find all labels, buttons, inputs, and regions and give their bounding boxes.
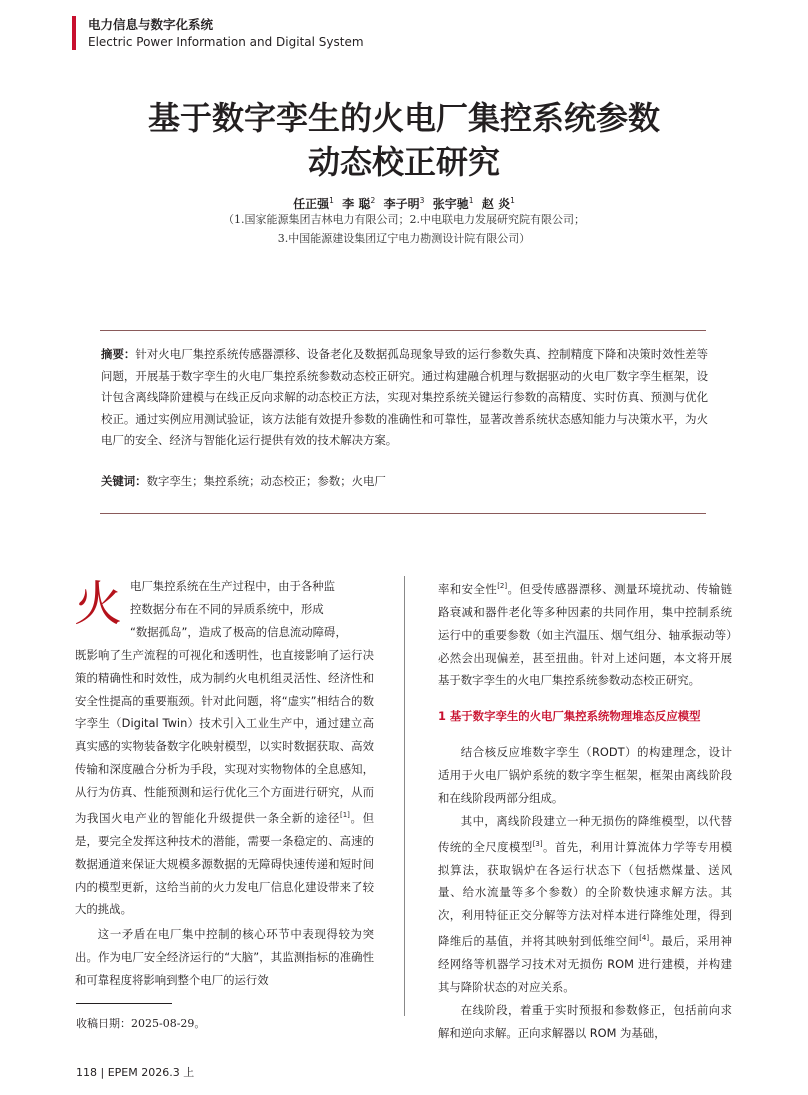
citation: [3] [532, 839, 543, 848]
left-column-dropcap-lines [130, 575, 374, 644]
paragraph-text: 。但是，要完全发挥这种技术的潜能，需要一条稳定的、高速的数据通道来保证大规模多源数据的无障碍快速传递和短时间内的模型更新，这给当前的火力发电厂信息化建设带来了较大的挑战。 [75, 810, 374, 917]
keywords-label: 关键词： [101, 474, 147, 488]
author: 赵 炎 [481, 197, 511, 211]
paragraph-text: 其中，离线阶段建立一种无损伤的降维模型，以代替传统的全尺度模型 [438, 813, 732, 854]
text-line: 电厂集控系统在生产过程中，由于各种监 [130, 579, 336, 593]
author-affiliation-mark: 1 [468, 196, 474, 205]
author: 李子明 [383, 197, 420, 211]
paragraph-text: 既影响了生产流程的可视化和透明性，也直接影响了运行决策的精确性和时效性，成为制约火电机组灵活性、经济性和安全性提高的重要瓶颈。针对此问题，将“虚实”相结合的数字孪生（Digital Twin）技术引入工业生产中，通过建立高真实感的实物装备数字化映射模型，以实时数据获取、高效传输和深度融合分析为手段，实现对实物物体的全息感知，从行为仿真、性能预测和运行优化三个方面进行研究，从而为我国火电产业的智能化升级提供一条全新的途径 [75, 647, 374, 825]
text-line: 控数据分布在不同的异质系统中，形成 [130, 601, 324, 616]
keywords [101, 472, 708, 490]
paper-title-line1: 基于数字孪生的火电厂集控系统参数 [147, 99, 660, 137]
footnote-rule [76, 1003, 172, 1004]
journal-name-cn: 电力信息与数字化系统 [88, 17, 214, 32]
paragraph-text: 。但受传感器漂移、测量环境扰动、传输链路衰减和器件老化等多种因素的共同作用，集中控制系统运行中的重要参数（如主汽温压、烟气组分、轴承振动等）必然会出现偏差，甚至扭曲。针对上述问题，本文将开展基于数字孪生的火电厂集控系统参数动态校正研究。 [438, 581, 732, 688]
right-column-body [438, 575, 732, 1045]
abstract-label: 摘要： [101, 347, 136, 361]
paragraph: 这一矛盾在电厂集中控制的核心环节中表现得较为突出。作为电厂安全经济运行的“大脑”，其监测指标的准确性和可靠程度将影响到整个电厂的运行效 [75, 927, 374, 988]
received-date: 收稿日期：2025-08-29。 [76, 1017, 206, 1030]
journal-name-en: Electric Power Information and Digital System [88, 35, 364, 49]
paragraph-text: 。首先，利用计算流体力学等专用模拟算法，获取锅炉在各运行状态下（包括燃煤量、送风量、给水流量等多个参数）的全阶数快速求解方法。其次，利用特征正交分解等方法对样本进行降维处理，得到降维后的基值，并将其映射到低维空间 [438, 839, 732, 949]
affiliation-line2: 3.中国能源建设集团辽宁电力勘测设计院有限公司） [277, 232, 531, 245]
paragraph [438, 575, 732, 692]
column-divider [404, 576, 405, 1016]
left-column-body [75, 644, 374, 992]
author-affiliation-mark: 3 [419, 196, 425, 205]
citation: [2] [497, 582, 508, 590]
paragraph: 在线阶段，着重于实时预报和参数修正，包括前向求解和逆向求解。正向求解器以 ROM 为基础， [438, 1002, 732, 1040]
author: 李 聪 [342, 197, 371, 211]
author-affiliation-mark: 1 [329, 196, 334, 205]
abstract-text: 针对火电厂集控系统传感器漂移、设备老化及数据孤岛现象导致的运行参数失真、控制精度下降和决策时效性差等问题，开展基于数字孪生的火电厂集控系统参数动态校正研究。通过构建融合机理与数据驱动的火电厂数字孪生框架，设计包含离线降阶建模与在线正反向求解的动态校正方法，实现对集控系统关键运行参数的高精度、实时仿真、预测与优化校正。通过实例应用测试验证，该方法能有效提升参数的准确性和可靠性，显著改善系统状态感知能力与决策水平，为火电厂的安全、经济与智能化运行提供有效的技术解决方案。 [101, 347, 708, 448]
paragraph: 结合核反应堆数字孪生（RODT）的构建理念，设计适用于火电厂锅炉系统的数字孪生框架，框架由离线阶段和在线阶段两部分组成。 [438, 745, 732, 806]
paragraph [438, 810, 732, 999]
paper-title-line2: 动态校正研究 [307, 143, 500, 181]
author-affiliation-mark: 2 [370, 196, 376, 205]
abstract-bottom-rule [100, 513, 706, 514]
paragraph [75, 644, 374, 922]
author-list [0, 192, 808, 213]
header-accent-bar [72, 16, 76, 50]
abstract-top-rule [100, 330, 706, 331]
keywords-text: 数字孪生；集控系统；动态校正；参数；火电厂 [146, 474, 386, 488]
affiliation-line1: （1.国家能源集团吉林电力有限公司；2.中电联电力发展研究院有限公司； [223, 213, 585, 226]
author: 任正强 [293, 197, 330, 211]
drop-cap: 火 [74, 576, 123, 632]
citation: [4] [639, 934, 650, 943]
paragraph-text: 率和安全性 [438, 581, 498, 596]
citation: [1] [339, 811, 350, 820]
abstract [101, 344, 708, 452]
author-affiliation-mark: 1 [510, 196, 515, 205]
section-heading: 1 基于数字孪生的火电厂集控系统物理堆态反应模型 [438, 709, 701, 724]
page-footer: 118 | EPEM 2026.3 上 [76, 1066, 195, 1079]
text-line: “数据孤岛”，造成了极高的信息流动障碍， [130, 624, 347, 639]
paragraph-text: 。最后，采用神经网络等机器学习技术对无损伤 ROM 进行建模，并构建其与降阶状态的对应关系。 [438, 934, 732, 994]
author: 张宇驰 [432, 197, 469, 211]
